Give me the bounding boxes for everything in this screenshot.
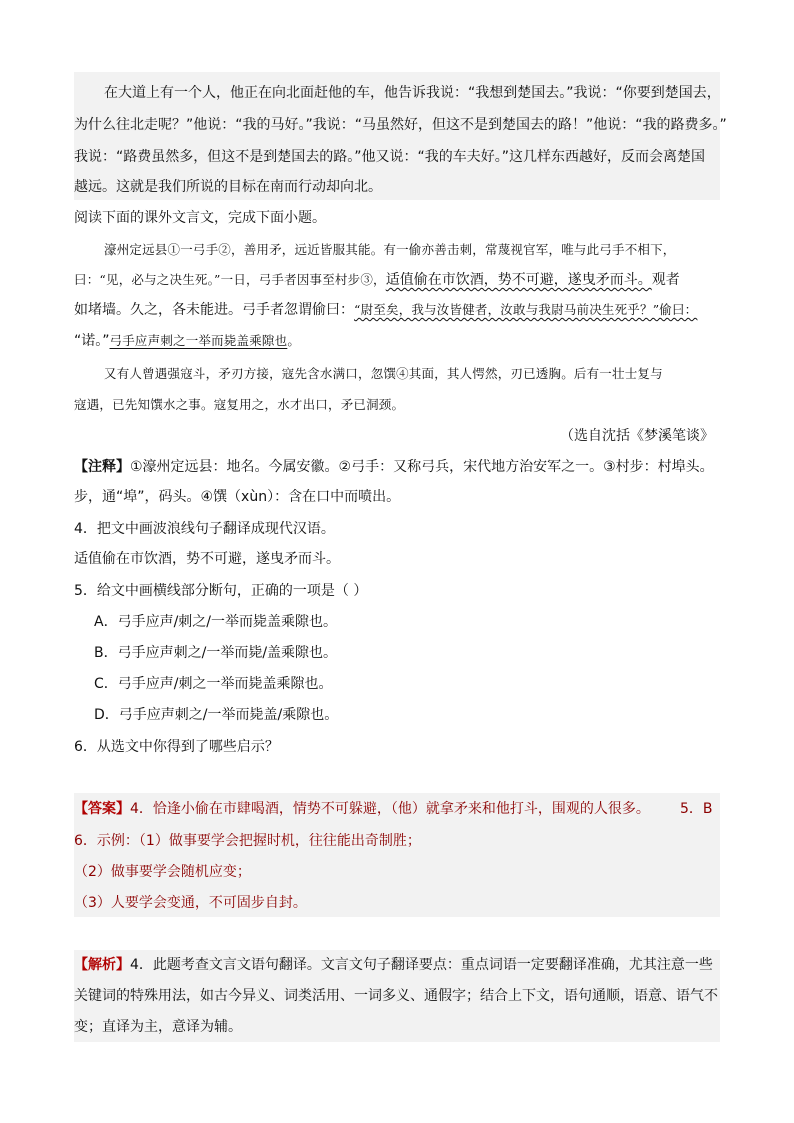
notes-text-1: ①濠州定远县：地名。今属安徽。②弓手：又称弓兵，宋代地方治安军之一。③村步：村埠头。 [130,459,714,475]
underlined-segment: 弓手应声刺之一举而毙盖乘隙也 [109,333,288,348]
passage-p1-line-4a: “诺。” [74,333,110,349]
option-d: D．弓手应声刺之/一举而毙盖/乘隙也。 [94,707,339,723]
passage-p1-line-4b: 。 [287,333,301,348]
notes-label: 【注释】 [74,459,130,475]
option-a: A．弓手应声/刺之/一举而毙盖乘隙也。 [94,614,338,630]
analysis-line-3: 变；直译为主，意译为辅。 [74,1019,242,1035]
passage-p1-line-3b: “尉至矣，我与汝皆健者，汝敢与我尉马前决生死乎？”偷曰： [354,302,698,317]
question-4: 4．把文中画波浪线句子翻译成现代汉语。 [74,521,335,537]
passage-p1-line-3 [74,300,697,320]
answer-line-1 [74,799,650,819]
passage-p2-line-2: 寇遇，已先知馔水之事。寇复用之，水才出口，矛已洞颈。 [74,397,405,412]
analysis-line-2: 关键词的特殊用法，如古今异义、词类活用、一词多义、通假字；结合上下文，语句通顺，语意、语气不 [74,988,718,1004]
analysis-text-1: 4．此题考查文言文语句翻译。文言文句子翻译要点：重点词语一定要翻译准确，尤其注意一些 [130,957,713,973]
passage-p2-line-1: 又有人曾遇强寇斗，矛刃方接，寇先含水满口，忽馔④其面，其人愕然，刃已透胸。后有一壮士复与 [104,366,663,381]
answer-label: 【答案】 [74,801,130,817]
answer-4: 4．恰逢小偷在市肆喝酒，情势不可躲避，（他）就拿矛来和他打斗，围观的人很多。 [130,801,650,817]
answer-6-line-2: （2）做事要学会随机应变； [74,864,251,880]
question-6: 6．从选文中你得到了哪些启示？ [74,739,279,755]
passage-p1-line-2a: 曰：“见，必与之决生死。”一日，弓手者因事至村步③， [74,272,386,287]
option-b: B．弓手应声刺之/一举而毙/盖乘隙也。 [94,645,338,661]
passage-p1-line-1: 濠州定远县①一弓手②，善用矛，远近皆服其能。有一偷亦善击刺，常蔑视官军，唯与此弓手不相下， [104,242,676,257]
passage-p1-line-4 [74,331,300,351]
passage-source: （选自沈括《梦溪笔谈》 [560,428,714,444]
notes-line-2: 步，通“埠”，码头。④馔（xùn）：含在口中而喷出。 [74,489,401,505]
passage-p1-line-2 [74,270,680,290]
story-line-3: 我说：“路费虽然多，但这不是到楚国去的路。”他又说：“我的车夫好。”这几样东西越好，反而会离楚国 [74,149,706,165]
story-line-4: 越远。这就是我们所说的目标在南而行动却向北。 [74,179,382,195]
analysis-label: 【解析】 [74,957,130,973]
analysis-line-1 [74,955,713,975]
answer-6-line-1: 6．示例：（1）做事要学会把握时机，往往能出奇制胜； [74,833,421,849]
option-c: C．弓手应声/刺之一举而毙盖乘隙也。 [94,676,333,692]
reading-intro: 阅读下面的课外文言文，完成下面小题。 [74,210,326,226]
passage-p1-line-2b: 观者 [651,272,680,288]
story-line-1: 在大道上有一个人，他正在向北面赶他的车，他告诉我说：“我想到楚国去。”我说：“你要到楚国去， [104,85,721,101]
answer-6-line-3: （3）人要学会变通，不可固步自封。 [74,895,307,911]
wavy-underlined-sentence: 适值偷在市饮酒，势不可避，遂曳矛而斗。 [385,272,652,288]
question-5: 5．给文中画横线部分断句，正确的一项是（ ） [74,583,368,599]
question-4-sentence: 适值偷在市饮酒，势不可避，遂曳矛而斗。 [74,551,340,567]
passage-p1-line-3a: 如堵墙。久之，各未能进。弓手者忽谓偷曰： [74,302,354,318]
answer-5: 5．B [680,801,713,817]
story-line-2: 为什么往北走呢？”他说：“我的马好。”我说：“马虽然好，但这不是到楚国去的路！”他说：“我的路费多。” [74,117,727,133]
notes-line-1 [74,457,714,477]
